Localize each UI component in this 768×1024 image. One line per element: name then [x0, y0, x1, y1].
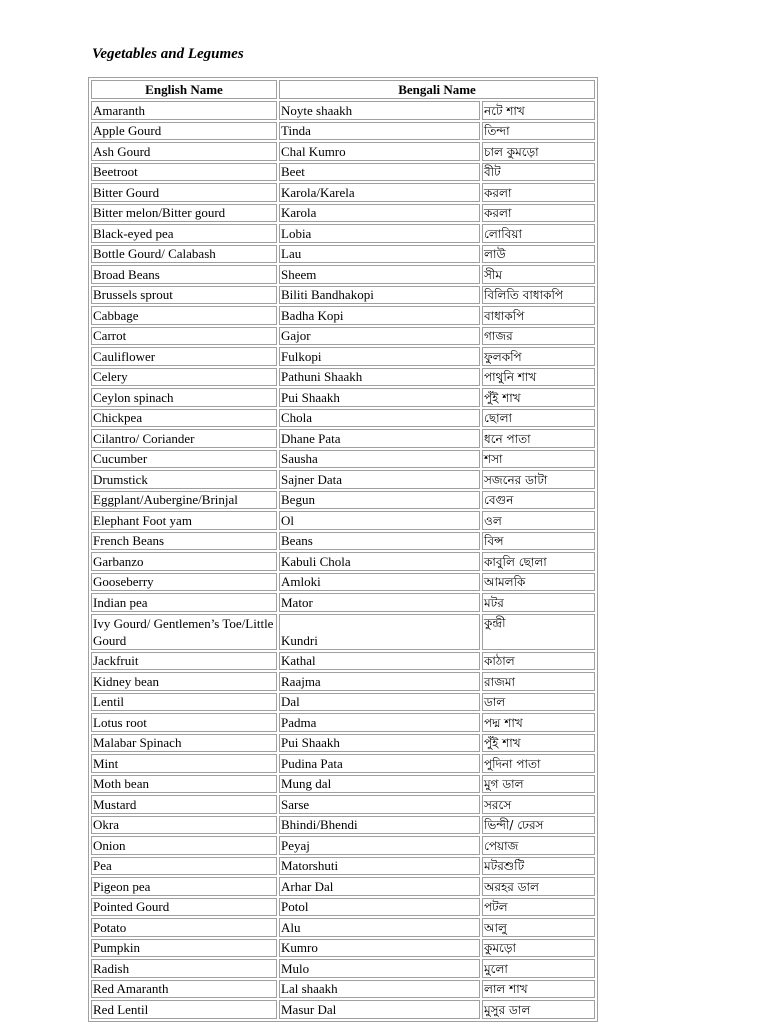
table-row [91, 101, 595, 120]
english-name-cell: Chickpea [91, 409, 277, 428]
bengali-script-cell: বিন্স [482, 532, 595, 551]
bengali-script-cell: পুঁই শাখ [482, 388, 595, 407]
bengali-script-cell: কুন্দ্রী [482, 614, 595, 650]
table-row [91, 265, 595, 284]
table-row [91, 959, 595, 978]
table-row [91, 734, 595, 753]
table-row [91, 224, 595, 243]
english-name-cell: Lotus root [91, 713, 277, 732]
bengali-script-cell: রাজমা [482, 672, 595, 691]
transliteration-cell: Begun [279, 491, 480, 510]
table-row [91, 306, 595, 325]
english-name-cell: Jackfruit [91, 652, 277, 671]
english-name-cell: Pigeon pea [91, 877, 277, 896]
table-row [91, 693, 595, 712]
english-name-cell: Apple Gourd [91, 122, 277, 141]
bengali-script-cell: ছোলা [482, 409, 595, 428]
bengali-script-cell: সরসে [482, 795, 595, 814]
transliteration-cell: Kathal [279, 652, 480, 671]
english-name-cell: Mint [91, 754, 277, 773]
transliteration-cell: Masur Dal [279, 1000, 480, 1019]
header-bengali-name: Bengali Name [279, 80, 595, 99]
transliteration-cell: Beans [279, 532, 480, 551]
table-row [91, 573, 595, 592]
table-row [91, 163, 595, 182]
transliteration-cell: Peyaj [279, 836, 480, 855]
transliteration-cell: Dhane Pata [279, 429, 480, 448]
transliteration-cell: Raajma [279, 672, 480, 691]
transliteration-cell: Sajner Data [279, 470, 480, 489]
bengali-script-cell: পাথুনি শাখ [482, 368, 595, 387]
table-row [91, 980, 595, 999]
english-name-cell: Red Lentil [91, 1000, 277, 1019]
bengali-script-cell: গাজর [482, 327, 595, 346]
bengali-script-cell: লাল শাখ [482, 980, 595, 999]
bengali-script-cell: মুগ ডাল [482, 775, 595, 794]
transliteration-cell: Gajor [279, 327, 480, 346]
transliteration-cell: Bhindi/Bhendi [279, 816, 480, 835]
bengali-script-cell: পুঁই শাখ [482, 734, 595, 753]
bengali-script-cell: শসা [482, 450, 595, 469]
transliteration-cell: Mulo [279, 959, 480, 978]
english-name-cell: Onion [91, 836, 277, 855]
table-row [91, 877, 595, 896]
english-name-cell: Mustard [91, 795, 277, 814]
table-row [91, 672, 595, 691]
table-row [91, 918, 595, 937]
bengali-script-cell: অরহর ডাল [482, 877, 595, 896]
table-row [91, 511, 595, 530]
english-name-cell: Cauliflower [91, 347, 277, 366]
bengali-script-cell: লাউ [482, 245, 595, 264]
bengali-script-cell: কুমড়ো [482, 939, 595, 958]
table-row [91, 652, 595, 671]
table-row [91, 450, 595, 469]
transliteration-cell: Sausha [279, 450, 480, 469]
bengali-script-cell: ভিন্দী/ ঢেরস [482, 816, 595, 835]
transliteration-cell: Tinda [279, 122, 480, 141]
table-row [91, 183, 595, 202]
english-name-cell: Bitter melon/Bitter gourd [91, 204, 277, 223]
table-row [91, 775, 595, 794]
english-name-cell: Bottle Gourd/ Calabash [91, 245, 277, 264]
table-body [91, 101, 595, 1019]
transliteration-cell: Karola [279, 204, 480, 223]
transliteration-cell: Badha Kopi [279, 306, 480, 325]
english-name-cell: Moth bean [91, 775, 277, 794]
english-name-cell: Cilantro/ Coriander [91, 429, 277, 448]
transliteration-cell: Kabuli Chola [279, 552, 480, 571]
transliteration-cell: Lal shaakh [279, 980, 480, 999]
transliteration-cell: Padma [279, 713, 480, 732]
transliteration-cell: Dal [279, 693, 480, 712]
english-name-cell: Red Amaranth [91, 980, 277, 999]
english-name-cell: Indian pea [91, 593, 277, 612]
transliteration-cell: Karola/Karela [279, 183, 480, 202]
table-row [91, 795, 595, 814]
table-row [91, 939, 595, 958]
english-name-cell: Ash Gourd [91, 142, 277, 161]
english-name-cell: Elephant Foot yam [91, 511, 277, 530]
bengali-script-cell: করলা [482, 204, 595, 223]
bengali-script-cell: পদ্ম শাখ [482, 713, 595, 732]
transliteration-cell: Pudina Pata [279, 754, 480, 773]
transliteration-cell: Chal Kumro [279, 142, 480, 161]
bengali-script-cell: মুলো [482, 959, 595, 978]
bengali-script-cell: তিন্দা [482, 122, 595, 141]
table-row [91, 347, 595, 366]
english-name-cell: Radish [91, 959, 277, 978]
table-row [91, 429, 595, 448]
bengali-script-cell: ধনে পাতা [482, 429, 595, 448]
english-name-cell: Kidney bean [91, 672, 277, 691]
bengali-script-cell: করলা [482, 183, 595, 202]
table-row [91, 754, 595, 773]
bengali-script-cell: ফুলকপি [482, 347, 595, 366]
bengali-script-cell: মুসুর ডাল [482, 1000, 595, 1019]
transliteration-cell: Amloki [279, 573, 480, 592]
english-name-cell: Broad Beans [91, 265, 277, 284]
english-name-cell: Eggplant/Aubergine/Brinjal [91, 491, 277, 510]
english-name-cell: Pumpkin [91, 939, 277, 958]
vegetables-table [88, 77, 598, 1022]
table-row [91, 388, 595, 407]
transliteration-cell: Alu [279, 918, 480, 937]
english-name-cell: Pointed Gourd [91, 898, 277, 917]
section-title: Vegetables and Legumes [92, 46, 244, 62]
transliteration-cell: Fulkopi [279, 347, 480, 366]
table-row [91, 713, 595, 732]
bengali-script-cell: ডাল [482, 693, 595, 712]
english-name-cell: Carrot [91, 327, 277, 346]
english-name-cell: Lentil [91, 693, 277, 712]
english-name-cell: Cucumber [91, 450, 277, 469]
table-row [91, 593, 595, 612]
english-name-cell: Bitter Gourd [91, 183, 277, 202]
transliteration-cell: Potol [279, 898, 480, 917]
table-row [91, 368, 595, 387]
transliteration-cell: Mator [279, 593, 480, 612]
bengali-script-cell: ওল [482, 511, 595, 530]
table-row [91, 122, 595, 141]
english-name-cell: Gooseberry [91, 573, 277, 592]
table-header-row [91, 80, 595, 99]
bengali-script-cell: মটরশুটি [482, 857, 595, 876]
english-name-cell: Pea [91, 857, 277, 876]
transliteration-cell: Biliti Bandhakopi [279, 286, 480, 305]
table-row [91, 142, 595, 161]
english-name-cell: Garbanzo [91, 552, 277, 571]
transliteration-cell: Pathuni Shaakh [279, 368, 480, 387]
transliteration-cell: Arhar Dal [279, 877, 480, 896]
transliteration-cell: Chola [279, 409, 480, 428]
table-row [91, 1000, 595, 1019]
bengali-script-cell: সজনের ডাটা [482, 470, 595, 489]
bengali-script-cell: বেগুন [482, 491, 595, 510]
english-name-cell: Ivy Gourd/ Gentlemen’s Toe/Little Gourd [91, 614, 277, 650]
bengali-script-cell: লোবিয়া [482, 224, 595, 243]
bengali-script-cell: চাল কুমড়ো [482, 142, 595, 161]
table-row [91, 286, 595, 305]
english-name-cell: Cabbage [91, 306, 277, 325]
table-row [91, 327, 595, 346]
transliteration-cell: Matorshuti [279, 857, 480, 876]
table-row [91, 491, 595, 510]
english-name-cell: Amaranth [91, 101, 277, 120]
bengali-script-cell: আমলকি [482, 573, 595, 592]
transliteration-cell: Lobia [279, 224, 480, 243]
english-name-cell: French Beans [91, 532, 277, 551]
bengali-script-cell: পেয়াজ [482, 836, 595, 855]
transliteration-cell: Lau [279, 245, 480, 264]
english-name-cell: Beetroot [91, 163, 277, 182]
transliteration-cell: Pui Shaakh [279, 388, 480, 407]
bengali-script-cell: বীট [482, 163, 595, 182]
english-name-cell: Potato [91, 918, 277, 937]
table-row [91, 898, 595, 917]
table-row [91, 614, 595, 650]
table-row [91, 470, 595, 489]
table-row [91, 552, 595, 571]
english-name-cell: Ceylon spinach [91, 388, 277, 407]
header-english-name: English Name [91, 80, 277, 99]
bengali-script-cell: মটর [482, 593, 595, 612]
table-row [91, 857, 595, 876]
transliteration-cell: Beet [279, 163, 480, 182]
english-name-cell: Black-eyed pea [91, 224, 277, 243]
transliteration-cell: Pui Shaakh [279, 734, 480, 753]
transliteration-cell: Ol [279, 511, 480, 530]
table-row [91, 245, 595, 264]
bengali-script-cell: নটে শাখ [482, 101, 595, 120]
bengali-script-cell: বিলিতি বাধাকপি [482, 286, 595, 305]
table-row [91, 409, 595, 428]
english-name-cell: Celery [91, 368, 277, 387]
table-row [91, 532, 595, 551]
english-name-cell: Malabar Spinach [91, 734, 277, 753]
table-row [91, 836, 595, 855]
bengali-script-cell: পটল [482, 898, 595, 917]
transliteration-cell: Noyte shaakh [279, 101, 480, 120]
transliteration-cell: Kumro [279, 939, 480, 958]
table-row [91, 204, 595, 223]
bengali-script-cell: আলু [482, 918, 595, 937]
english-name-cell: Drumstick [91, 470, 277, 489]
transliteration-cell: Sheem [279, 265, 480, 284]
bengali-script-cell: কাবুলি ছোলা [482, 552, 595, 571]
table-row [91, 816, 595, 835]
transliteration-cell: Mung dal [279, 775, 480, 794]
english-name-cell: Brussels sprout [91, 286, 277, 305]
transliteration-cell: Kundri [279, 614, 480, 650]
english-name-cell: Okra [91, 816, 277, 835]
bengali-script-cell: সীম [482, 265, 595, 284]
transliteration-cell: Sarse [279, 795, 480, 814]
bengali-script-cell: বাধাকপি [482, 306, 595, 325]
bengali-script-cell: কাঠাল [482, 652, 595, 671]
bengali-script-cell: পুদিনা পাতা [482, 754, 595, 773]
